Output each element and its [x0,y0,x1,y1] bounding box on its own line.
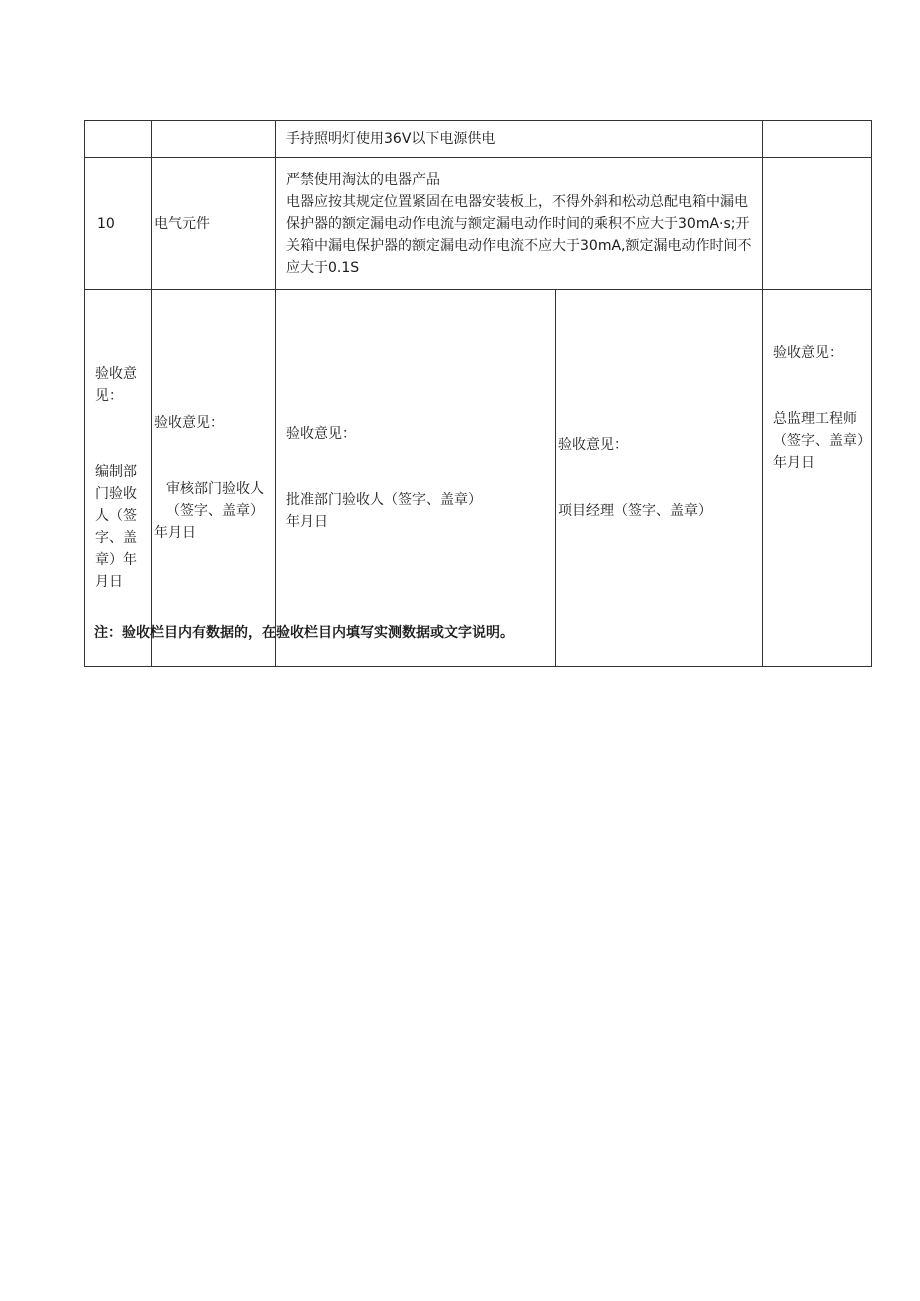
approver-signer-label: 批准部门验收人（签字、盖章） [286,492,482,508]
approver-opinion-label: 验收意见： [286,426,356,442]
pm-opinion-label: 验收意见： [558,437,628,453]
signoff-project-manager-cell [556,290,763,667]
reviewer-opinion-label: 验收意见： [154,415,224,431]
item-name-cell: 电气元件 [152,158,276,290]
requirement-text: 电器应按其规定位置紧固在电器安装板上，不得外斜和松动总配电箱中漏电保护器的额定漏电动作电流与额定漏电动作时间的乘积不应大于30mA·s;开关箱中漏电保护器的额定漏电动作电流不应大于30mA,额定漏电动作时间不应大于0.1S [286,193,752,276]
signoff-chief-supervisor-cell [763,290,872,667]
compiler-signer-label: 编制部门验收人（签字、盖章）年月日 [95,464,137,590]
requirement-text: 严禁使用淘汰的电器产品 [286,171,440,188]
compiler-opinion-label: 验收意见： [95,366,137,404]
approver-date-label: 年月日 [286,514,328,530]
acceptance-sheet [84,120,871,667]
result-cell [763,121,872,158]
footnote: 注：验收栏目内有数据的，在验收栏目内填写实测数据或文字说明。 [94,625,514,641]
supervisor-opinion-label: 验收意见： [773,345,843,361]
signoff-approver-cell [276,290,556,667]
signoff-reviewer-cell [152,290,276,667]
table-row-signoff [85,290,872,667]
reviewer-signer-label: 审核部门验收人（签字、盖章） [166,481,264,519]
requirement-cell [276,121,763,158]
supervisor-signer-label: 总监理工程师（签字、盖章） [773,411,871,449]
requirement-text: 手持照明灯使用36V以下电源供电 [286,131,496,147]
table-row-lighting [85,121,872,158]
supervisor-date-label: 年月日 [773,455,815,471]
result-cell [763,158,872,290]
pm-signer-label: 项目经理（签字、盖章） [558,503,712,519]
acceptance-table [84,120,872,667]
item-number-cell [85,121,152,158]
requirement-cell [276,158,763,290]
table-row-electrical [85,158,872,290]
item-number-cell: 10 [85,158,152,290]
reviewer-date-label: 年月日 [154,525,196,541]
item-name-cell [152,121,276,158]
signoff-compiler-cell [85,290,152,667]
